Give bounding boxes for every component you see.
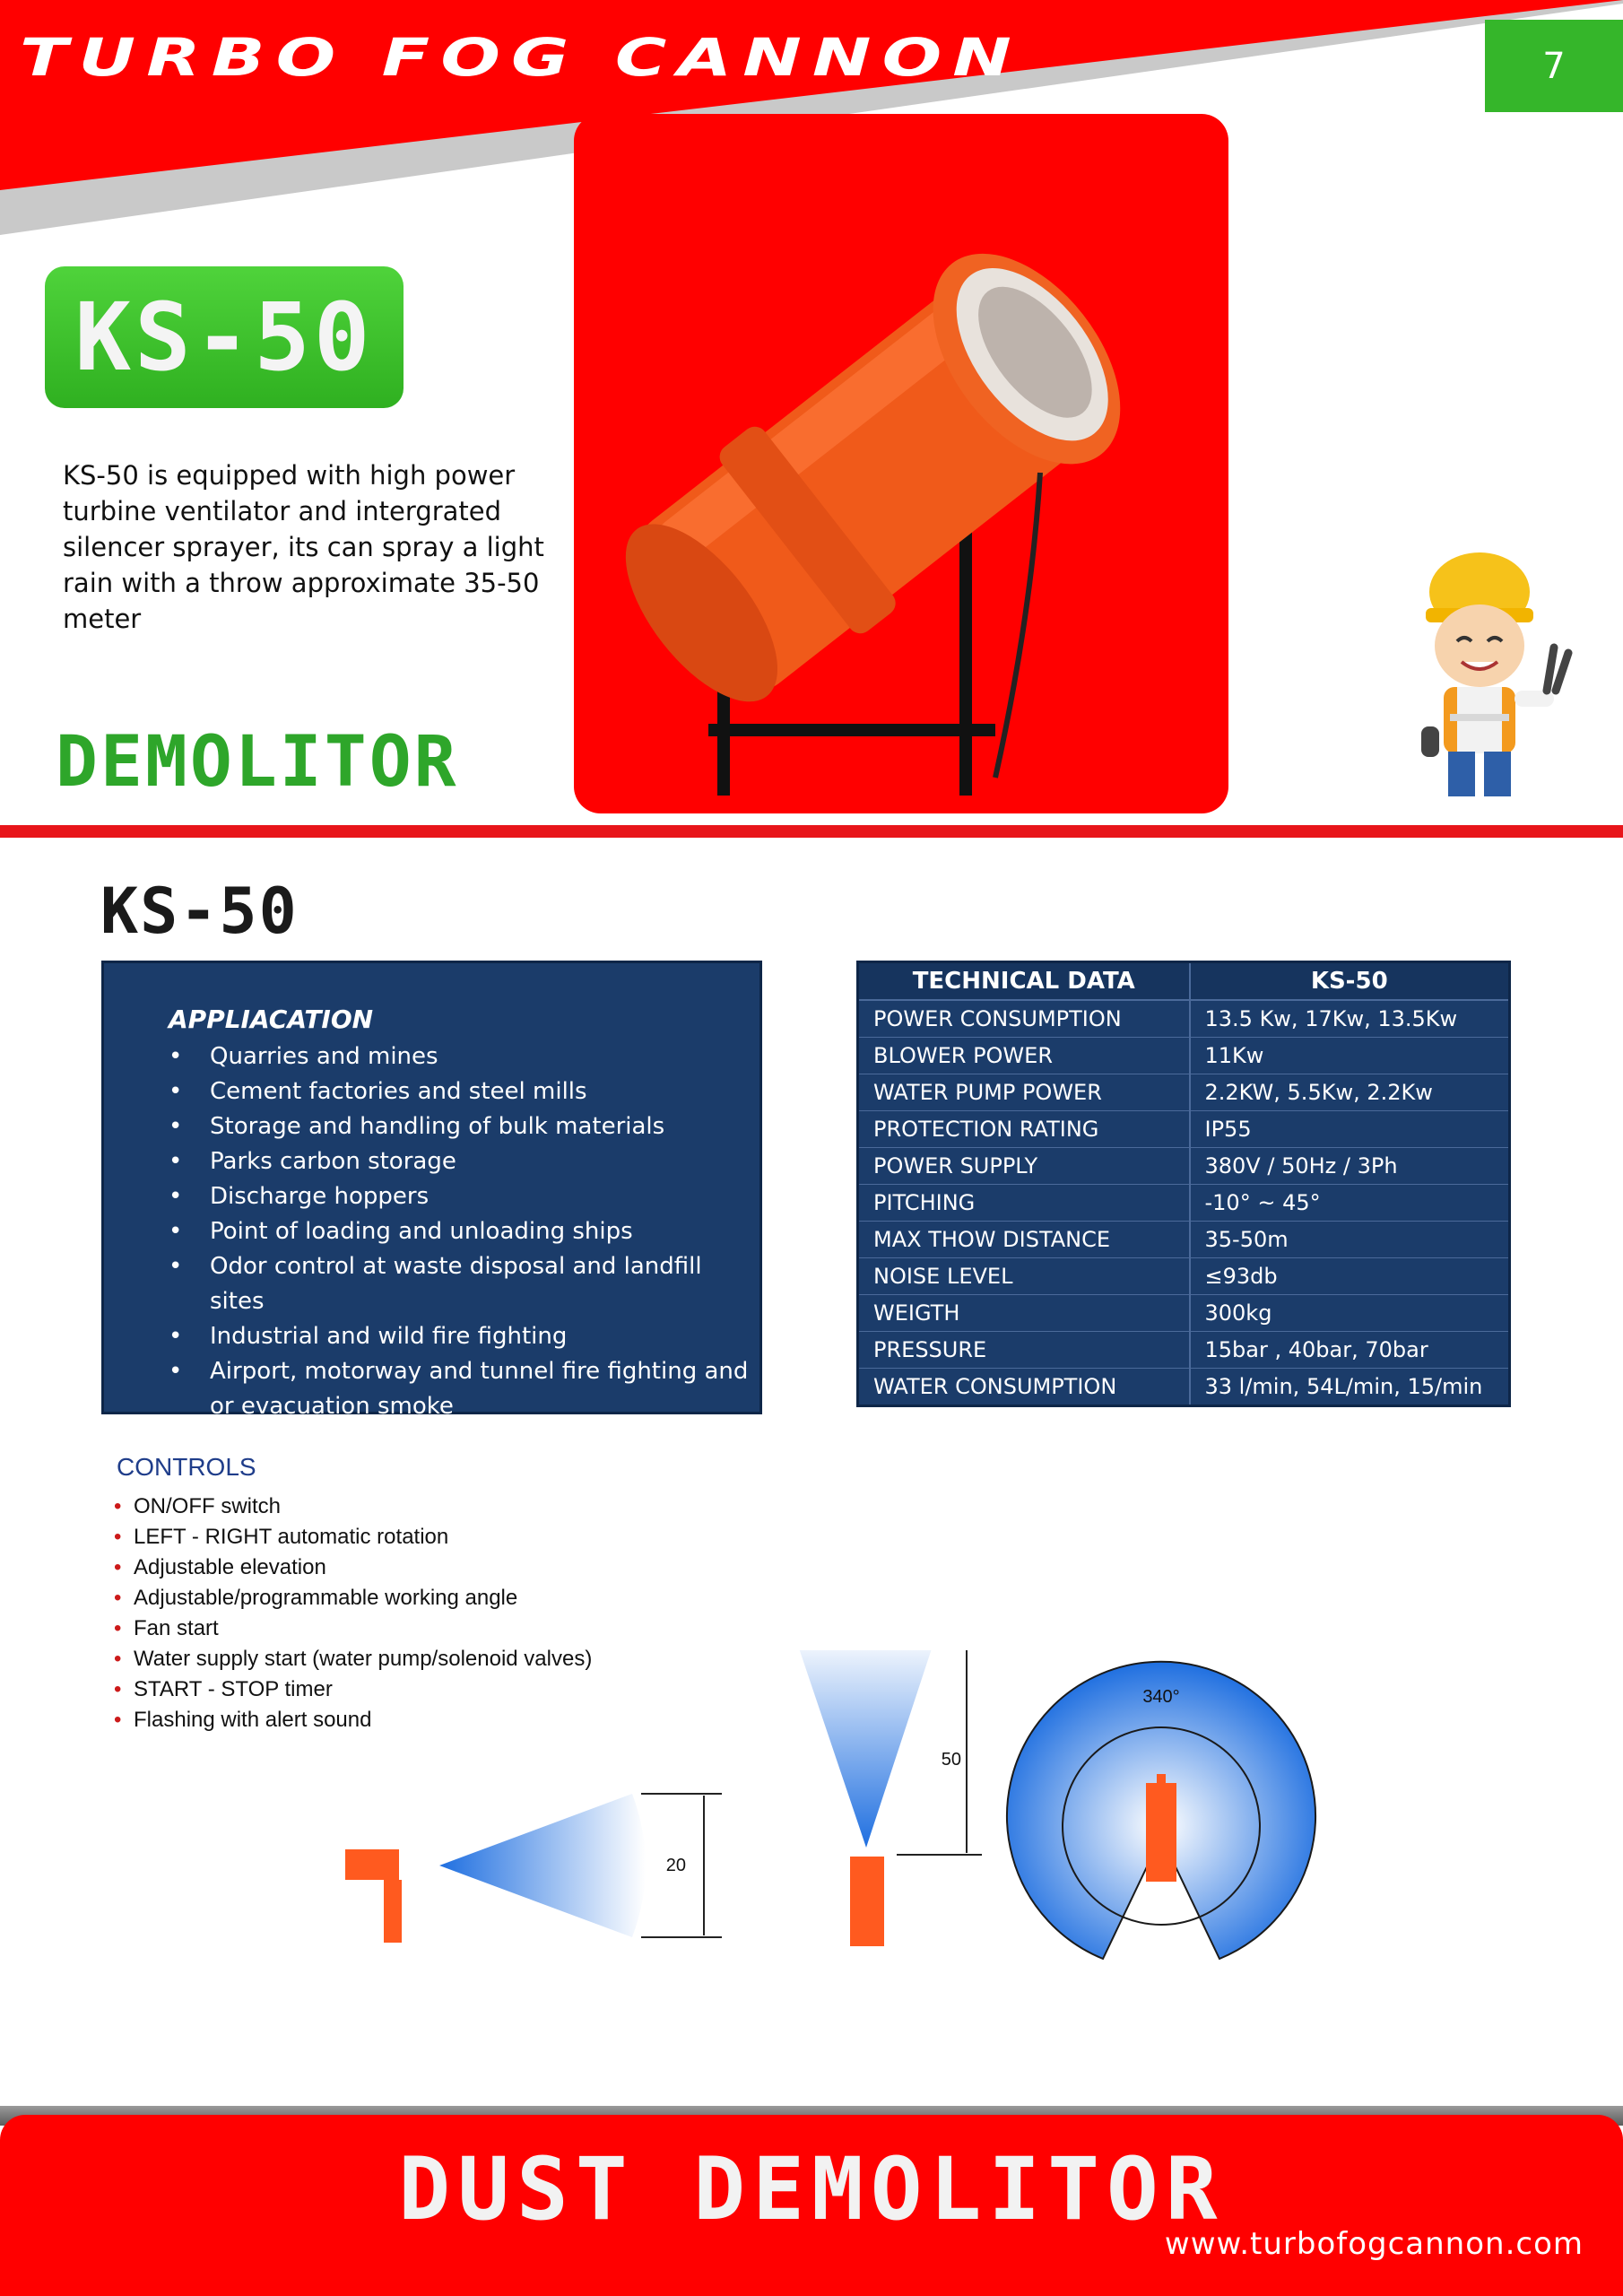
table-cell: PROTECTION RATING <box>858 1110 1190 1147</box>
table-cell: BLOWER POWER <box>858 1037 1190 1074</box>
list-item: • LEFT - RIGHT automatic rotation <box>114 1522 592 1552</box>
table-cell: 33 l/min, 54L/min, 15/min <box>1190 1368 1510 1405</box>
table-cell: NOISE LEVEL <box>858 1257 1190 1294</box>
table-row <box>858 1074 1510 1110</box>
technical-data-table <box>856 961 1511 1407</box>
list-item: • Flashing with alert sound <box>114 1705 592 1735</box>
product-photo <box>574 114 1228 813</box>
list-item: • Airport, motorway and tunnel fire fighting and or evacuation smoke <box>169 1354 759 1424</box>
table-row <box>858 1184 1510 1221</box>
list-item: • Discharge hoppers <box>169 1179 759 1214</box>
application-box <box>101 961 762 1420</box>
list-item: • START - STOP timer <box>114 1674 592 1705</box>
list-item: • Quarries and mines <box>169 1039 759 1074</box>
horizontal-throw-diagram <box>345 1794 722 1943</box>
table-cell: 13.5 Kw, 17Kw, 13.5Kw <box>1190 1000 1510 1038</box>
table-header: TECHNICAL DATA <box>858 962 1190 1000</box>
horizontal-throw-label: 20 <box>665 1856 686 1875</box>
list-item: • ON/OFF switch <box>114 1492 592 1522</box>
footer-slogan: DUST DEMOLITOR <box>398 2139 1225 2239</box>
list-item: • Storage and handling of bulk materials <box>169 1109 759 1144</box>
table-row <box>858 1000 1510 1038</box>
application-title: APPLIACATION <box>169 1004 374 1034</box>
model-badge: KS-50 <box>45 266 404 408</box>
list-item: • Industrial and wild fire fighting <box>169 1319 759 1354</box>
table-cell: PRESSURE <box>858 1331 1190 1368</box>
table-cell: 380V / 50Hz / 3Ph <box>1190 1147 1510 1184</box>
table-header-row <box>858 962 1510 1000</box>
vertical-throw-label: 50 <box>941 1750 961 1770</box>
table-cell: POWER CONSUMPTION <box>858 1000 1190 1038</box>
table-row <box>858 1037 1510 1074</box>
website-link[interactable]: www.turbofogcannon.com <box>1164 2226 1584 2262</box>
table-row <box>858 1147 1510 1184</box>
table-cell: -10° ~ 45° <box>1190 1184 1510 1221</box>
section-divider <box>0 825 1623 838</box>
list-item: • Adjustable/programmable working angle <box>114 1583 592 1613</box>
worker-mascot <box>1394 529 1574 807</box>
application-list <box>169 1039 759 1424</box>
list-item: • Cement factories and steel mills <box>169 1074 759 1109</box>
table-cell: PITCHING <box>858 1184 1190 1221</box>
controls-title: CONTROLS <box>117 1453 256 1481</box>
table-cell: 35-50m <box>1190 1221 1510 1257</box>
list-item: • Parks carbon storage <box>169 1144 759 1179</box>
rotation-label: 340° <box>1142 1687 1180 1707</box>
list-item: • Adjustable elevation <box>114 1552 592 1583</box>
page-number: 7 <box>1485 20 1623 112</box>
table-cell: ≤93db <box>1190 1257 1510 1294</box>
list-item: • Water supply start (water pump/solenoid valves) <box>114 1644 592 1674</box>
table-row <box>858 1257 1510 1294</box>
intro-description: KS-50 is equipped with high power turbine ventilator and intergrated silencer sprayer, its can spray a light rain with a throw approximate 35-50 meter <box>63 460 544 634</box>
table-cell: POWER SUPPLY <box>858 1147 1190 1184</box>
spec-section-title: KS-50 <box>100 874 299 948</box>
table-cell: IP55 <box>1190 1110 1510 1147</box>
table-cell: WEIGTH <box>858 1294 1190 1331</box>
table-cell: 15bar , 40bar, 70bar <box>1190 1331 1510 1368</box>
table-cell: 2.2KW, 5.5Kw, 2.2Kw <box>1190 1074 1510 1110</box>
brand-word: DEMOLITOR <box>56 722 459 803</box>
table-row <box>858 1368 1510 1405</box>
table-header: KS-50 <box>1190 962 1510 1000</box>
table-row <box>858 1221 1510 1257</box>
brand-title: TURBO FOG CANNON <box>20 27 1022 88</box>
table-cell: 11Kw <box>1190 1037 1510 1074</box>
table-cell: 300kg <box>1190 1294 1510 1331</box>
list-item: • Odor control at waste disposal and landfill sites <box>169 1249 759 1319</box>
table-cell: WATER CONSUMPTION <box>858 1368 1190 1405</box>
table-row <box>858 1110 1510 1147</box>
table-cell: MAX THOW DISTANCE <box>858 1221 1190 1257</box>
table-cell: WATER PUMP POWER <box>858 1074 1190 1110</box>
fog-cannon-image <box>574 114 1228 813</box>
vertical-throw-diagram <box>794 1650 982 1946</box>
list-item: • Point of loading and unloading ships <box>169 1214 759 1249</box>
spray-diagrams <box>323 1650 1399 1973</box>
table-row <box>858 1331 1510 1368</box>
table-row <box>858 1294 1510 1331</box>
list-item: • Fan start <box>114 1613 592 1644</box>
rotation-diagram <box>1007 1662 1315 1959</box>
